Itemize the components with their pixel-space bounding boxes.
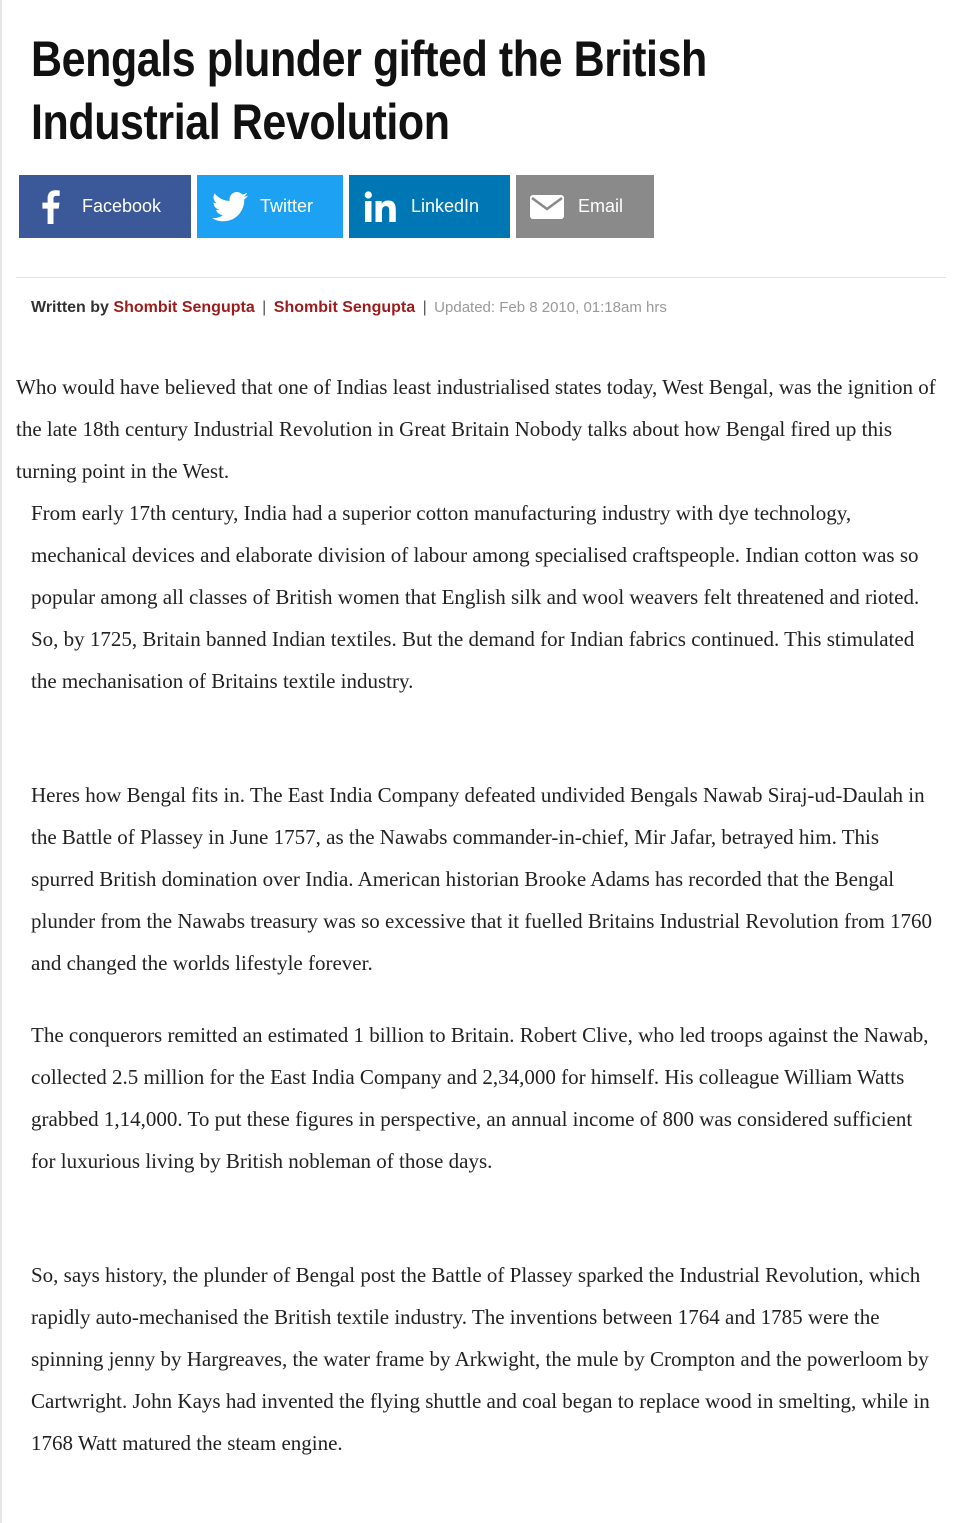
twitter-icon: [211, 175, 249, 238]
article-paragraph: The conquerors remitted an estimated 1 billion to Britain. Robert Clive, who led troops against the Nawab, collected 2.5 million for the East India Company and 2,34,000 for himself. His colleague William Watts grabbed 1,14,000. To put these figures in perspective, an annual income of 800 was considered sufficient for luxurious living by British nobleman of those days.: [31, 1023, 929, 1173]
facebook-icon: [33, 175, 67, 238]
author-link-secondary[interactable]: Shombit Sengupta: [273, 299, 416, 316]
email-share-label: Email: [578, 196, 624, 216]
byline-written-by: Written by: [31, 299, 109, 316]
linkedin-share-button[interactable]: [349, 175, 510, 238]
linkedin-share-label: LinkedIn: [411, 196, 480, 216]
email-share-button[interactable]: [516, 175, 654, 238]
author-link[interactable]: Shombit Sengupta: [113, 299, 255, 316]
facebook-share-button[interactable]: [19, 175, 191, 238]
article-title: Bengals plunder gifted the British Industrial Revolution: [31, 31, 707, 150]
byline: [31, 297, 667, 319]
linkedin-icon: [363, 175, 397, 238]
article-paragraph: From early 17th century, India had a superior cotton manufacturing industry with dye technology, mechanical devices and elaborate division of labour among specialised craftspeople. Indian cotton was so popular among all classes of British women that English silk and wool weavers felt threatened and rioted. So, by 1725, Britain banned Indian textiles. But the demand for Indian fabrics continued. This stimulated the mechanisation of Britains textile industry.: [31, 501, 920, 693]
twitter-share-button[interactable]: [197, 175, 343, 238]
email-icon: [528, 175, 566, 238]
byline-separator: |: [422, 299, 427, 316]
header-divider: [16, 277, 946, 278]
page-left-border: [0, 0, 2, 1523]
updated-timestamp: Updated: Feb 8 2010, 01:18am hrs: [434, 299, 667, 316]
article-paragraph: Who would have believed that one of Indias least industrialised states today, West Bengal, was the ignition of the late 18th century Industrial Revolution in Great Britain Nobody talks about how Bengal fired up this turning point in the West.: [16, 375, 936, 483]
twitter-share-label: Twitter: [260, 196, 314, 216]
article-paragraph: Heres how Bengal fits in. The East India Company defeated undivided Bengals Nawab Siraj-ud-Daulah in the Battle of Plassey in June 1757, as the Nawabs commander-in-chief, Mir Jafar, betrayed him. This spurred British domination over India. American historian Brooke Adams has recorded that the Bengal plunder from the Nawabs treasury was so excessive that it fuelled Britains Industrial Revolution from 1760 and changed the worlds lifestyle forever.: [31, 783, 933, 975]
article-paragraph: So, says history, the plunder of Bengal post the Battle of Plassey sparked the Industrial Revolution, which rapidly auto-mechanised the British textile industry. The inventions between 1764 and 1785 were the spinning jenny by Hargreaves, the water frame by Arkwight, the mule by Crompton and the powerloom by Cartwright. John Kays had invented the flying shuttle and coal began to replace wood in smelting, while in 1768 Watt matured the steam engine.: [31, 1263, 930, 1455]
facebook-share-label: Facebook: [82, 196, 162, 216]
byline-separator: |: [262, 299, 267, 316]
